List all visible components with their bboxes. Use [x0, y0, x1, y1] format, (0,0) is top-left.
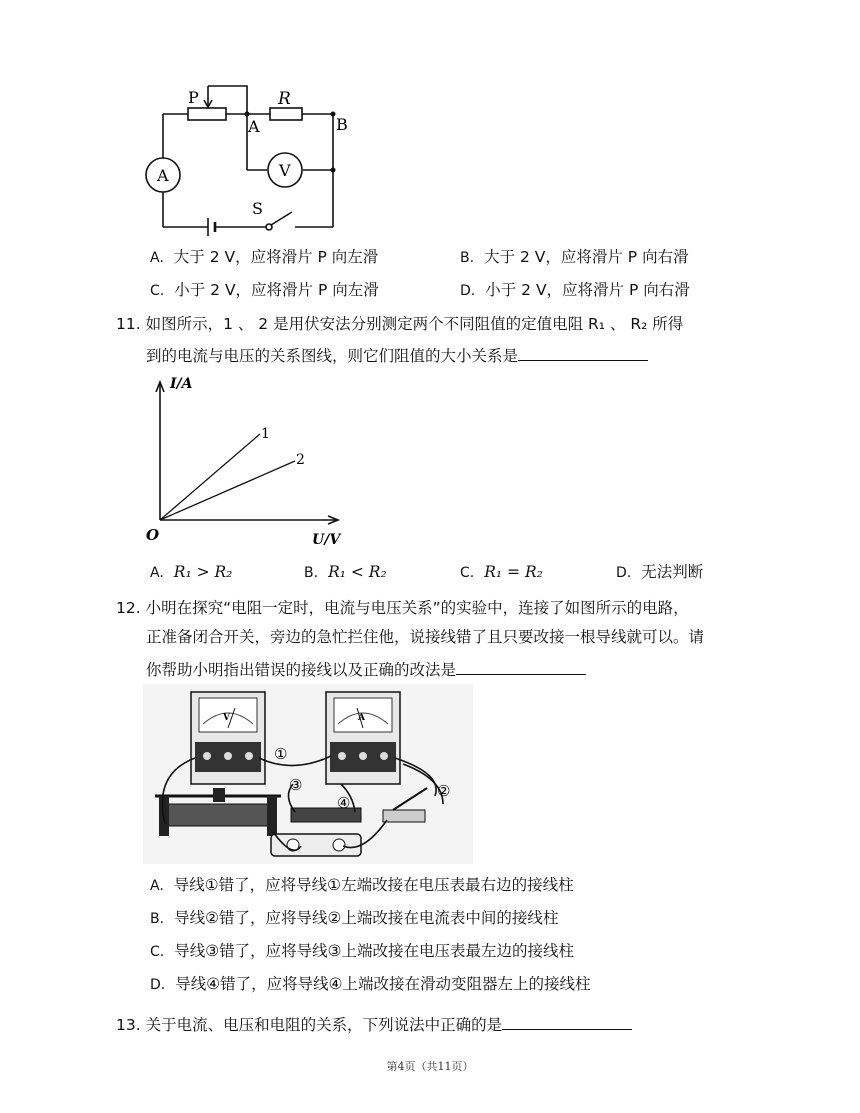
wire-3-label: ③: [289, 776, 303, 794]
q12-stem-line2: 正准备闭合开关，旁边的急忙拦住他，说接线错了且只要改接一根导线就可以。请: [146, 628, 705, 646]
switch-label-s: S: [252, 199, 263, 218]
q10-option-b: B. 大于 2 V，应将滑片 P 向右滑: [460, 248, 689, 266]
q11-option-a: A. R₁ > R₂: [150, 563, 233, 581]
page-footer: 第4页（共11页）: [386, 1060, 474, 1073]
q11-option-d: D. 无法判断: [616, 563, 704, 581]
q13-stem: 13. 关于电流、电压和电阻的关系，下列说法中正确的是: [116, 1011, 632, 1036]
ammeter-face-label: A: [358, 713, 365, 723]
q11-option-b: B. R₁ < R₂: [304, 563, 387, 581]
q10-option-a: A. 大于 2 V，应将滑片 P 向左滑: [150, 248, 379, 266]
q11-stem-line2: 到的电流与电压的关系图线，则它们阻值的大小关系是: [146, 342, 648, 367]
q10-option-d: D. 小于 2 V，应将滑片 P 向右滑: [460, 281, 690, 299]
y-axis-label: I/A: [170, 376, 193, 392]
answer-blank: [518, 342, 648, 361]
circuit-diagram: [140, 78, 360, 238]
q12-option-d: D. 导线④错了，应将导线④上端改接在滑动变阻器左上的接线柱: [150, 975, 591, 993]
node-label-b: B: [336, 115, 348, 134]
voltmeter-label: V: [279, 161, 291, 180]
q12-option-b: B. 导线②错了，应将导线②上端改接在电流表中间的接线柱: [150, 909, 559, 927]
answer-blank: [456, 656, 586, 675]
q10-option-c: C. 小于 2 V，应将滑片 P 向左滑: [150, 281, 379, 299]
q11-option-c: C. R₁ = R₂: [460, 563, 543, 581]
wire-2-label: ②: [437, 782, 451, 800]
iu-graph: [140, 372, 350, 552]
node-label-a: A: [248, 117, 260, 136]
q12-option-c: C. 导线③错了，应将导线③上端改接在电压表最左边的接线柱: [150, 942, 575, 960]
q12-stem-line1: 12. 小明在探究“电阻一定时，电流与电压关系”的实验中，连接了如图所示的电路，: [116, 599, 689, 617]
ammeter-label: A: [157, 166, 169, 185]
wire-1-label: ①: [274, 745, 288, 763]
voltmeter-face-label: V: [223, 713, 230, 723]
q11-stem-line1: 11. 如图所示，1 、 2 是用伏安法分别测定两个不同阻值的定值电阻 R₁ 、 R₂ 所得: [116, 315, 684, 333]
slider-label-p: P: [188, 88, 199, 107]
answer-blank: [502, 1011, 632, 1030]
q12-stem-line3: 你帮助小明指出错误的接线以及正确的改法是: [146, 656, 586, 681]
resistor-label-r: R: [278, 89, 291, 109]
experiment-photo: [143, 684, 473, 864]
line2-label: 2: [296, 452, 305, 468]
q12-option-a: A. 导线①错了，应将导线①左端改接在电压表最右边的接线柱: [150, 876, 574, 894]
x-axis-label: U/V: [312, 532, 341, 548]
line1-label: 1: [261, 426, 270, 442]
wire-4-label: ④: [337, 794, 351, 812]
origin-label: O: [146, 526, 160, 544]
